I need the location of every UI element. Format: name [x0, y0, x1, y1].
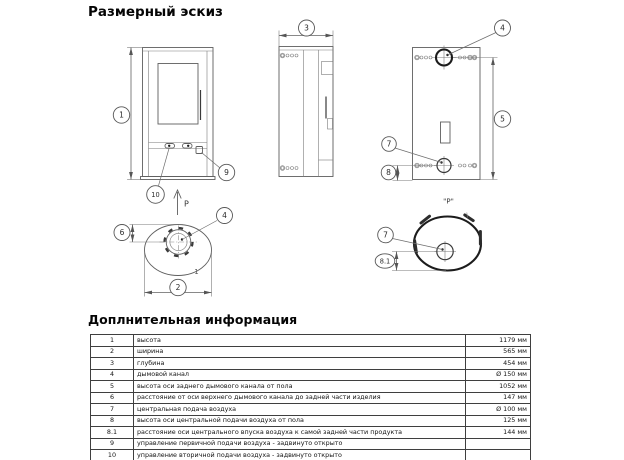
dimension-air-height — [393, 166, 437, 181]
balloon-7-bottom — [378, 227, 394, 243]
svg-text:3: 3 — [304, 23, 309, 33]
view-p-label: "P" — [443, 197, 454, 206]
top-view — [145, 225, 212, 277]
table-row — [91, 438, 531, 450]
bottom-view-p — [414, 213, 481, 271]
row-value: 454 мм — [466, 358, 531, 370]
svg-text:8: 8 — [386, 168, 391, 178]
view-direction-arrow — [174, 190, 189, 215]
row-number: 1 — [91, 335, 134, 347]
row-number: 2 — [91, 346, 134, 358]
svg-text:5: 5 — [500, 114, 505, 124]
svg-text:9: 9 — [224, 168, 229, 178]
balloon-5 — [494, 111, 510, 127]
svg-text:7: 7 — [383, 230, 388, 240]
row-description: дымовой канал — [134, 369, 466, 381]
back-view — [413, 46, 481, 180]
row-value: 147 мм — [466, 392, 531, 404]
svg-text:4: 4 — [222, 211, 227, 221]
row-description: высота оси заднего дымового канала от пола — [134, 381, 466, 393]
svg-text:6: 6 — [119, 228, 125, 238]
table-row — [91, 450, 531, 460]
rating-plate — [441, 122, 451, 143]
row-value: Ø 100 мм — [466, 404, 531, 416]
balloon-8 — [381, 165, 396, 180]
info-table — [90, 334, 531, 460]
dimension-flue-height — [453, 58, 498, 180]
view-direction-label: P — [184, 199, 189, 209]
balloon-3 — [299, 20, 315, 36]
balloon-2 — [170, 279, 186, 295]
row-value: 565 мм — [466, 346, 531, 358]
top-outline — [145, 225, 212, 276]
table-row — [91, 346, 531, 358]
balloon-8-1 — [375, 254, 395, 268]
row-description: центральная подача воздуха — [134, 404, 466, 416]
row-number: 7 — [91, 404, 134, 416]
row-description: глубина — [134, 358, 466, 370]
svg-text:2: 2 — [175, 283, 181, 293]
row-number: 8.1 — [91, 427, 134, 439]
table-row — [91, 392, 531, 404]
row-value — [466, 438, 531, 450]
table-row — [91, 369, 531, 381]
base-plinth — [141, 177, 216, 180]
table-row — [91, 404, 531, 416]
dimension-flue-offset — [130, 225, 184, 243]
front-view — [141, 48, 216, 180]
row-description: расстояние от оси верхнего дымового канала до задней части изделия — [134, 392, 466, 404]
row-value: Ø 150 мм — [466, 369, 531, 381]
info-section-title: Доплнительная информация — [88, 312, 298, 327]
row-number: 9 — [91, 438, 134, 450]
svg-text:8.1: 8.1 — [379, 257, 391, 266]
row-number: 8 — [91, 415, 134, 427]
balloon-4-top — [217, 208, 233, 224]
svg-text:4: 4 — [500, 23, 505, 33]
svg-text:10: 10 — [151, 191, 160, 199]
balloon-1 — [113, 107, 129, 123]
row-number: 4 — [91, 369, 134, 381]
side-view — [279, 47, 333, 177]
edge-label: 1 — [194, 268, 199, 276]
row-description: высота — [134, 335, 466, 347]
row-value: 125 мм — [466, 415, 531, 427]
row-number: 5 — [91, 381, 134, 393]
balloon-6 — [114, 225, 130, 241]
page-title: Размерный эскиз — [88, 4, 223, 20]
row-description: высота оси центральной подачи воздуха от пола — [134, 415, 466, 427]
row-value: 1179 мм — [466, 335, 531, 347]
table-row — [91, 335, 531, 347]
row-description: расстояние оси центрального впуска воздуха к самой задней части продукта — [134, 427, 466, 439]
balloon-9 — [218, 164, 234, 180]
row-number: 10 — [91, 450, 134, 460]
balloon-10 — [147, 186, 165, 204]
row-number: 3 — [91, 358, 134, 370]
table-row — [91, 415, 531, 427]
table-row — [91, 358, 531, 370]
row-value: 144 мм — [466, 427, 531, 439]
balloon-7-back — [382, 137, 397, 152]
row-description: управление первичной подачи воздуха - задвинуто открыто — [134, 438, 466, 450]
svg-text:1: 1 — [119, 110, 124, 120]
row-description: управление вторичной подачи воздуха - задвинуто открыто — [134, 450, 466, 460]
row-number: 6 — [91, 392, 134, 404]
door-glass — [158, 64, 198, 125]
row-description: ширина — [134, 346, 466, 358]
table-row — [91, 427, 531, 439]
svg-text:7: 7 — [386, 139, 392, 149]
row-value: 1052 мм — [466, 381, 531, 393]
table-row — [91, 381, 531, 393]
balloon-4-back — [495, 20, 511, 36]
row-value — [466, 450, 531, 460]
